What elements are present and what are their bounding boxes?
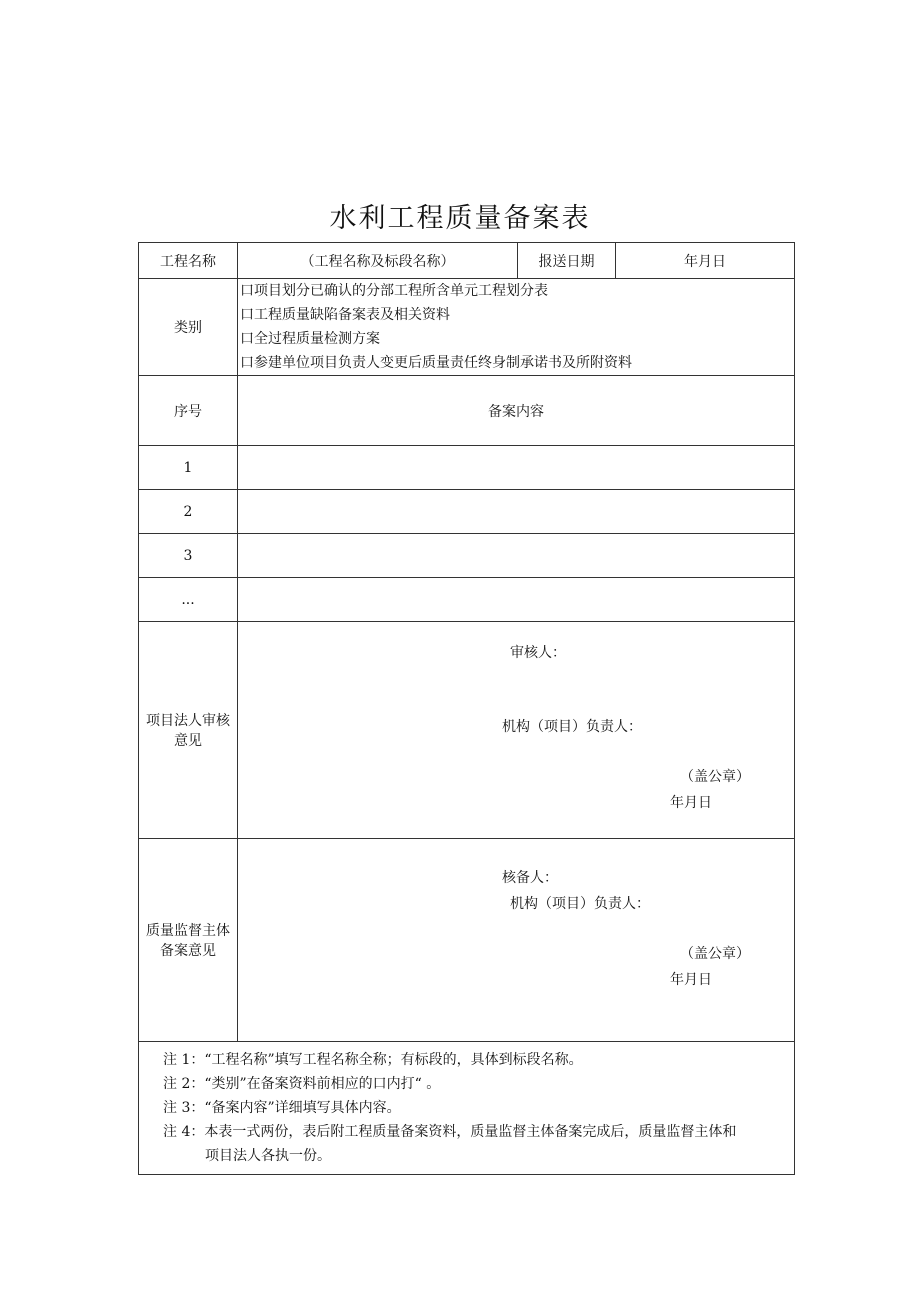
- category-row: [139, 279, 795, 376]
- row-number: ...: [139, 578, 238, 622]
- note-4-continued: 项目法人各执一份。: [205, 1148, 331, 1164]
- notes-row: [139, 1042, 795, 1175]
- notes-cell: [139, 1042, 795, 1175]
- owner-review-row: [139, 622, 795, 839]
- owner-review-label: [139, 622, 238, 839]
- submit-date-label: 报送日期: [518, 243, 616, 279]
- row-content-cell[interactable]: [238, 490, 795, 534]
- seq-header: 序号: [139, 376, 238, 446]
- note-2: 注 2：“类别”在备案资料前相应的口内打“ 。: [163, 1076, 441, 1092]
- owner-date-label: 年月日: [670, 795, 712, 811]
- project-name-field[interactable]: （工程名称及标段名称）: [238, 243, 518, 279]
- note-4: 注 4：本表一式两份，表后附工程质量备案资料，质量监督主体备案完成后，质量监督主体和: [163, 1124, 737, 1140]
- table-row: [139, 446, 795, 490]
- supervision-row: [139, 839, 795, 1042]
- category-options: [238, 279, 795, 376]
- submit-date-field[interactable]: 年月日: [616, 243, 795, 279]
- reviewer-label: 审核人：: [510, 645, 566, 661]
- row-number: 1: [139, 446, 238, 490]
- content-header-row: [139, 376, 795, 446]
- owner-review-cell[interactable]: [238, 622, 795, 839]
- form-title: 水利工程质量备案表: [329, 203, 591, 234]
- owner-review-label-line2: 意见: [174, 733, 202, 749]
- row-content-cell[interactable]: [238, 578, 795, 622]
- category-option-defect-record[interactable]: 口工程质量缺陷备案表及相关资料: [240, 307, 450, 323]
- note-3: 注 3：“备案内容”详细填写具体内容。: [163, 1100, 401, 1116]
- supervision-label-line2: 备案意见: [160, 943, 216, 959]
- row-number: 2: [139, 490, 238, 534]
- note-1: 注 1：“工程名称”填写工程名称全称；有标段的，具体到标段名称。: [163, 1052, 583, 1068]
- filing-table: [138, 242, 795, 1175]
- content-header: 备案内容: [238, 376, 795, 446]
- supervision-label-line1: 质量监督主体: [146, 923, 230, 939]
- table-row: [139, 534, 795, 578]
- category-label: 类别: [139, 279, 238, 376]
- owner-review-label-line1: 项目法人审核: [146, 713, 230, 729]
- row-number: 3: [139, 534, 238, 578]
- project-name-row: [139, 243, 795, 279]
- recorder-label: 核备人：: [502, 870, 558, 886]
- row-content-cell[interactable]: [238, 446, 795, 490]
- row-content-cell[interactable]: [238, 534, 795, 578]
- table-row: [139, 490, 795, 534]
- category-option-division-table[interactable]: 口项目划分已确认的分部工程所含单元工程划分表: [240, 283, 548, 299]
- supervision-label: [139, 839, 238, 1042]
- owner-head-label: 机构（项目）负责人：: [502, 719, 642, 735]
- category-option-testing-plan[interactable]: 口全过程质量检测方案: [240, 331, 380, 347]
- supervision-date-label: 年月日: [670, 972, 712, 988]
- category-option-commitment-letter[interactable]: 口参建单位项目负责人变更后质量责任终身制承诺书及所附资料: [240, 355, 632, 371]
- supervision-seal-label: （盖公章）: [680, 946, 750, 962]
- project-name-label: 工程名称: [139, 243, 238, 279]
- supervision-cell[interactable]: [238, 839, 795, 1042]
- owner-seal-label: （盖公章）: [680, 769, 750, 785]
- table-row: [139, 578, 795, 622]
- supervision-head-label: 机构（项目）负责人：: [510, 896, 650, 912]
